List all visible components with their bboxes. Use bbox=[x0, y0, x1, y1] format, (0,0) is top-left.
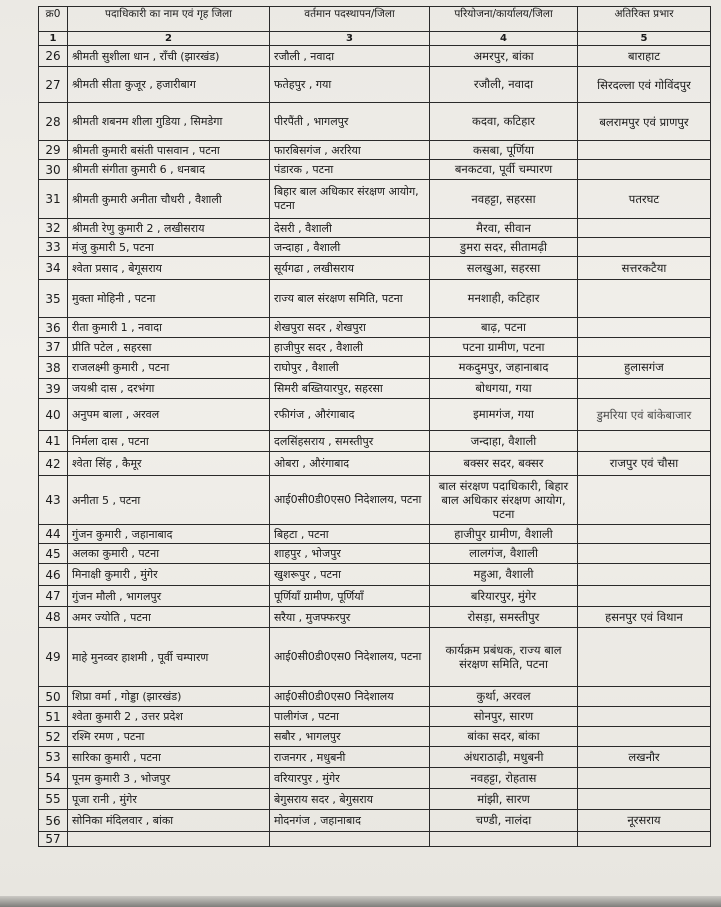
serial-number-cell: 52 bbox=[39, 727, 68, 747]
header-project-office: परियोजना/कार्यालय/जिला bbox=[430, 7, 578, 32]
additional-charge-cell bbox=[578, 318, 711, 338]
additional-charge-cell bbox=[578, 141, 711, 160]
additional-charge-cell: पतरघट bbox=[578, 180, 711, 219]
table-row bbox=[39, 687, 711, 707]
serial-number-cell: 26 bbox=[39, 46, 68, 67]
table-header-row bbox=[39, 7, 711, 32]
serial-number-cell: 44 bbox=[39, 525, 68, 544]
officer-name-cell: मंजु कुमारी 5, पटना bbox=[68, 238, 270, 257]
project-office-cell: हाजीपुर ग्रामीण, वैशाली bbox=[430, 525, 578, 544]
serial-number-cell: 40 bbox=[39, 399, 68, 431]
current-posting-cell: राघोपुर , वैशाली bbox=[270, 357, 430, 379]
officer-name-cell: गुंजन मौली , भागलपुर bbox=[68, 586, 270, 607]
current-posting-cell: पंडारक , पटना bbox=[270, 160, 430, 180]
additional-charge-cell bbox=[578, 544, 711, 564]
current-posting-cell: फारबिसगंज , अररिया bbox=[270, 141, 430, 160]
serial-number-cell: 32 bbox=[39, 219, 68, 238]
current-posting-cell: मोदनगंज , जहानाबाद bbox=[270, 810, 430, 832]
page-edge-shadow bbox=[0, 896, 721, 907]
current-posting-cell: शाहपुर , भोजपुर bbox=[270, 544, 430, 564]
serial-number-cell: 29 bbox=[39, 141, 68, 160]
current-posting-cell: रफीगंज , औरंगाबाद bbox=[270, 399, 430, 431]
project-office-cell: मनशाही, कटिहार bbox=[430, 280, 578, 318]
serial-number-cell: 41 bbox=[39, 431, 68, 452]
current-posting-cell: हाजीपुर सदर , वैशाली bbox=[270, 338, 430, 357]
officer-name-cell: रश्मि रमण , पटना bbox=[68, 727, 270, 747]
table-body bbox=[39, 46, 711, 847]
current-posting-cell: पूर्णियाँ ग्रामीण, पूर्णियाँ bbox=[270, 586, 430, 607]
officer-name-cell: माहे मुनव्वर हाशमी , पूर्वी चम्पारण bbox=[68, 628, 270, 687]
table-row bbox=[39, 747, 711, 768]
project-office-cell: जन्दाहा, वैशाली bbox=[430, 431, 578, 452]
table-row bbox=[39, 46, 711, 67]
additional-charge-cell: बलरामपुर एवं प्राणपुर bbox=[578, 103, 711, 141]
additional-charge-cell: नूरसराय bbox=[578, 810, 711, 832]
additional-charge-cell bbox=[578, 476, 711, 525]
officer-name-cell: श्रीमती कुमारी अनीता चौधरी , वैशाली bbox=[68, 180, 270, 219]
additional-charge-cell: हसनपुर एवं विथान bbox=[578, 607, 711, 628]
officer-name-cell: श्रीमती शबनम शीला गुडिया , सिमडेगा bbox=[68, 103, 270, 141]
project-office-cell: बाल संरक्षण पदाधिकारी, बिहार बाल अधिकार संरक्षण आयोग, पटना bbox=[430, 476, 578, 525]
additional-charge-cell bbox=[578, 628, 711, 687]
project-office-cell: बाढ़, पटना bbox=[430, 318, 578, 338]
additional-charge-cell bbox=[578, 238, 711, 257]
project-office-cell: बनकटवा, पूर्वी चम्पारण bbox=[430, 160, 578, 180]
current-posting-cell: सबौर , भागलपुर bbox=[270, 727, 430, 747]
project-office-cell: मकदुमपुर, जहानाबाद bbox=[430, 357, 578, 379]
current-posting-cell: जन्दाहा , वैशाली bbox=[270, 238, 430, 257]
column-number: 2 bbox=[68, 32, 270, 46]
project-office-cell: बांका सदर, बांका bbox=[430, 727, 578, 747]
header-current-posting: वर्तमान पदस्थापन/जिला bbox=[270, 7, 430, 32]
table-row bbox=[39, 257, 711, 280]
current-posting-cell: बेगुसराय सदर , बेगुसराय bbox=[270, 789, 430, 810]
serial-number-cell: 43 bbox=[39, 476, 68, 525]
additional-charge-cell bbox=[578, 219, 711, 238]
current-posting-cell: आई0सी0डी0एस0 निदेशालय, पटना bbox=[270, 476, 430, 525]
table-row bbox=[39, 318, 711, 338]
project-office-cell: नवहट्टा, रोहतास bbox=[430, 768, 578, 789]
project-office-cell: इमामगंज, गया bbox=[430, 399, 578, 431]
current-posting-cell: रजौली , नवादा bbox=[270, 46, 430, 67]
serial-number-cell: 46 bbox=[39, 564, 68, 586]
additional-charge-cell: डुमरिया एवं बांकेबाजार bbox=[578, 399, 711, 431]
current-posting-cell: सरैया , मुजफ्फरपुर bbox=[270, 607, 430, 628]
additional-charge-cell bbox=[578, 525, 711, 544]
officer-name-cell: श्रीमती सीता कुजूर , हजारीबाग bbox=[68, 67, 270, 103]
table-row bbox=[39, 525, 711, 544]
current-posting-cell: शेखपुरा सदर , शेखपुरा bbox=[270, 318, 430, 338]
project-office-cell: कार्यक्रम प्रबंधक, राज्य बाल संरक्षण समिति, पटना bbox=[430, 628, 578, 687]
officer-name-cell bbox=[68, 832, 270, 847]
officer-name-cell: राजलक्ष्मी कुमारी , पटना bbox=[68, 357, 270, 379]
additional-charge-cell bbox=[578, 431, 711, 452]
project-office-cell: कसबा, पूर्णिया bbox=[430, 141, 578, 160]
additional-charge-cell bbox=[578, 687, 711, 707]
additional-charge-cell bbox=[578, 832, 711, 847]
current-posting-cell: दलसिंहसराय , समस्तीपुर bbox=[270, 431, 430, 452]
table-row bbox=[39, 789, 711, 810]
officer-name-cell: शिप्रा वर्मा , गोड्डा (झारखंड) bbox=[68, 687, 270, 707]
column-number: 5 bbox=[578, 32, 711, 46]
project-office-cell: रजौली, नवादा bbox=[430, 67, 578, 103]
table-row bbox=[39, 607, 711, 628]
table-row bbox=[39, 357, 711, 379]
serial-number-cell: 36 bbox=[39, 318, 68, 338]
officer-posting-table bbox=[38, 6, 711, 847]
table-row bbox=[39, 586, 711, 607]
project-office-cell: महुआ, वैशाली bbox=[430, 564, 578, 586]
table-row bbox=[39, 768, 711, 789]
project-office-cell: अमरपुर, बांका bbox=[430, 46, 578, 67]
serial-number-cell: 35 bbox=[39, 280, 68, 318]
project-office-cell: मैरवा, सीवान bbox=[430, 219, 578, 238]
project-office-cell: सोनपुर, सारण bbox=[430, 707, 578, 727]
column-number-row bbox=[39, 32, 711, 46]
officer-name-cell: सोनिका मंदिलवार , बांका bbox=[68, 810, 270, 832]
table-row bbox=[39, 160, 711, 180]
project-office-cell: अंधराठाढ़ी, मधुबनी bbox=[430, 747, 578, 768]
table-row bbox=[39, 810, 711, 832]
table-row bbox=[39, 103, 711, 141]
officer-name-cell: पूजा रानी , मुंगेर bbox=[68, 789, 270, 810]
header-additional-charge: अतिरिक्त प्रभार bbox=[578, 7, 711, 32]
officer-name-cell: अमर ज्योति , पटना bbox=[68, 607, 270, 628]
serial-number-cell: 33 bbox=[39, 238, 68, 257]
header-name-district: पदाधिकारी का नाम एवं गृह जिला bbox=[68, 7, 270, 32]
additional-charge-cell: सिरदल्ला एवं गोविंदपुर bbox=[578, 67, 711, 103]
table-row bbox=[39, 564, 711, 586]
current-posting-cell: आई0सी0डी0एस0 निदेशालय, पटना bbox=[270, 628, 430, 687]
serial-number-cell: 45 bbox=[39, 544, 68, 564]
serial-number-cell: 39 bbox=[39, 379, 68, 399]
serial-number-cell: 38 bbox=[39, 357, 68, 379]
serial-number-cell: 50 bbox=[39, 687, 68, 707]
additional-charge-cell: बाराहाट bbox=[578, 46, 711, 67]
officer-name-cell: श्रीमती सुशीला धान , राँची (झारखंड) bbox=[68, 46, 270, 67]
current-posting-cell: आई0सी0डी0एस0 निदेशालय bbox=[270, 687, 430, 707]
table-row bbox=[39, 399, 711, 431]
current-posting-cell: ओबरा , औरंगाबाद bbox=[270, 452, 430, 476]
serial-number-cell: 55 bbox=[39, 789, 68, 810]
table-row bbox=[39, 628, 711, 687]
table-row bbox=[39, 141, 711, 160]
serial-number-cell: 56 bbox=[39, 810, 68, 832]
current-posting-cell: पीरपैंती , भागलपुर bbox=[270, 103, 430, 141]
column-number: 4 bbox=[430, 32, 578, 46]
project-office-cell: बोधगया, गया bbox=[430, 379, 578, 399]
officer-name-cell: श्वेता सिंह , कैमूर bbox=[68, 452, 270, 476]
table-row bbox=[39, 727, 711, 747]
table-row bbox=[39, 219, 711, 238]
officer-name-cell: रीता कुमारी 1 , नवादा bbox=[68, 318, 270, 338]
project-office-cell: सलखुआ, सहरसा bbox=[430, 257, 578, 280]
current-posting-cell: सिमरी बख्तियारपुर, सहरसा bbox=[270, 379, 430, 399]
current-posting-cell: खुशरूपुर , पटना bbox=[270, 564, 430, 586]
project-office-cell: मांझी, सारण bbox=[430, 789, 578, 810]
current-posting-cell: सूर्यगढा , लखीसराय bbox=[270, 257, 430, 280]
serial-number-cell: 27 bbox=[39, 67, 68, 103]
serial-number-cell: 53 bbox=[39, 747, 68, 768]
serial-number-cell: 42 bbox=[39, 452, 68, 476]
table-row bbox=[39, 379, 711, 399]
project-office-cell bbox=[430, 832, 578, 847]
table-row bbox=[39, 338, 711, 357]
officer-name-cell: गुंजन कुमारी , जहानाबाद bbox=[68, 525, 270, 544]
current-posting-cell: वरियारपुर , मुंगेर bbox=[270, 768, 430, 789]
additional-charge-cell: लखनौर bbox=[578, 747, 711, 768]
table-row bbox=[39, 431, 711, 452]
additional-charge-cell: हुलासगंज bbox=[578, 357, 711, 379]
serial-number-cell: 48 bbox=[39, 607, 68, 628]
serial-number-cell: 54 bbox=[39, 768, 68, 789]
project-office-cell: लालगंज, वैशाली bbox=[430, 544, 578, 564]
additional-charge-cell bbox=[578, 707, 711, 727]
table-row bbox=[39, 180, 711, 219]
officer-name-cell: मुक्ता मोहिनी , पटना bbox=[68, 280, 270, 318]
serial-number-cell: 34 bbox=[39, 257, 68, 280]
current-posting-cell: राजनगर , मधुबनी bbox=[270, 747, 430, 768]
officer-name-cell: श्रीमती संगीता कुमारी 6 , धनबाद bbox=[68, 160, 270, 180]
additional-charge-cell bbox=[578, 768, 711, 789]
current-posting-cell: पालीगंज , पटना bbox=[270, 707, 430, 727]
table-row bbox=[39, 544, 711, 564]
table-row bbox=[39, 67, 711, 103]
officer-name-cell: श्वेता प्रसाद , बेगूसराय bbox=[68, 257, 270, 280]
project-office-cell: डुमरा सदर, सीतामढ़ी bbox=[430, 238, 578, 257]
current-posting-cell: बिहटा , पटना bbox=[270, 525, 430, 544]
officer-name-cell: श्वेता कुमारी 2 , उत्तर प्रदेश bbox=[68, 707, 270, 727]
current-posting-cell: देसरी , वैशाली bbox=[270, 219, 430, 238]
additional-charge-cell bbox=[578, 379, 711, 399]
serial-number-cell: 37 bbox=[39, 338, 68, 357]
header-serial: क्र0 bbox=[39, 7, 68, 32]
additional-charge-cell bbox=[578, 160, 711, 180]
column-number: 3 bbox=[270, 32, 430, 46]
project-office-cell: चण्डी, नालंदा bbox=[430, 810, 578, 832]
current-posting-cell bbox=[270, 832, 430, 847]
current-posting-cell: फतेहपुर , गया bbox=[270, 67, 430, 103]
officer-name-cell: निर्मला दास , पटना bbox=[68, 431, 270, 452]
project-office-cell: कदवा, कटिहार bbox=[430, 103, 578, 141]
project-office-cell: पटना ग्रामीण, पटना bbox=[430, 338, 578, 357]
additional-charge-cell bbox=[578, 586, 711, 607]
project-office-cell: नवहट्टा, सहरसा bbox=[430, 180, 578, 219]
officer-name-cell: अनीता 5 , पटना bbox=[68, 476, 270, 525]
project-office-cell: कुर्था, अरवल bbox=[430, 687, 578, 707]
officer-name-cell: श्रीमती कुमारी बसंती पासवान , पटना bbox=[68, 141, 270, 160]
additional-charge-cell: राजपुर एवं चौसा bbox=[578, 452, 711, 476]
table-row bbox=[39, 476, 711, 525]
officer-name-cell: श्रीमती रेणु कुमारी 2 , लखीसराय bbox=[68, 219, 270, 238]
project-office-cell: बक्सर सदर, बक्सर bbox=[430, 452, 578, 476]
table-row bbox=[39, 238, 711, 257]
additional-charge-cell bbox=[578, 727, 711, 747]
officer-name-cell: प्रीति पटेल , सहरसा bbox=[68, 338, 270, 357]
serial-number-cell: 57 bbox=[39, 832, 68, 847]
serial-number-cell: 31 bbox=[39, 180, 68, 219]
additional-charge-cell bbox=[578, 564, 711, 586]
additional-charge-cell bbox=[578, 338, 711, 357]
serial-number-cell: 49 bbox=[39, 628, 68, 687]
project-office-cell: रोसड़ा, समस्तीपुर bbox=[430, 607, 578, 628]
serial-number-cell: 28 bbox=[39, 103, 68, 141]
officer-name-cell: जयश्री दास , दरभंगा bbox=[68, 379, 270, 399]
table-row bbox=[39, 707, 711, 727]
officer-name-cell: अनुपम बाला , अरवल bbox=[68, 399, 270, 431]
project-office-cell: बरियारपुर, मुंगेर bbox=[430, 586, 578, 607]
officer-name-cell: मिनाक्षी कुमारी , मुंगेर bbox=[68, 564, 270, 586]
officer-name-cell: सारिका कुमारी , पटना bbox=[68, 747, 270, 768]
officer-name-cell: पूनम कुमारी 3 , भोजपुर bbox=[68, 768, 270, 789]
table-row bbox=[39, 832, 711, 847]
serial-number-cell: 30 bbox=[39, 160, 68, 180]
column-number: 1 bbox=[39, 32, 68, 46]
current-posting-cell: बिहार बाल अधिकार संरक्षण आयोग, पटना bbox=[270, 180, 430, 219]
additional-charge-cell: सत्तरकटैया bbox=[578, 257, 711, 280]
table-row bbox=[39, 280, 711, 318]
officer-name-cell: अलका कुमारी , पटना bbox=[68, 544, 270, 564]
serial-number-cell: 47 bbox=[39, 586, 68, 607]
current-posting-cell: राज्य बाल संरक्षण समिति, पटना bbox=[270, 280, 430, 318]
additional-charge-cell bbox=[578, 280, 711, 318]
serial-number-cell: 51 bbox=[39, 707, 68, 727]
table-row bbox=[39, 452, 711, 476]
additional-charge-cell bbox=[578, 789, 711, 810]
